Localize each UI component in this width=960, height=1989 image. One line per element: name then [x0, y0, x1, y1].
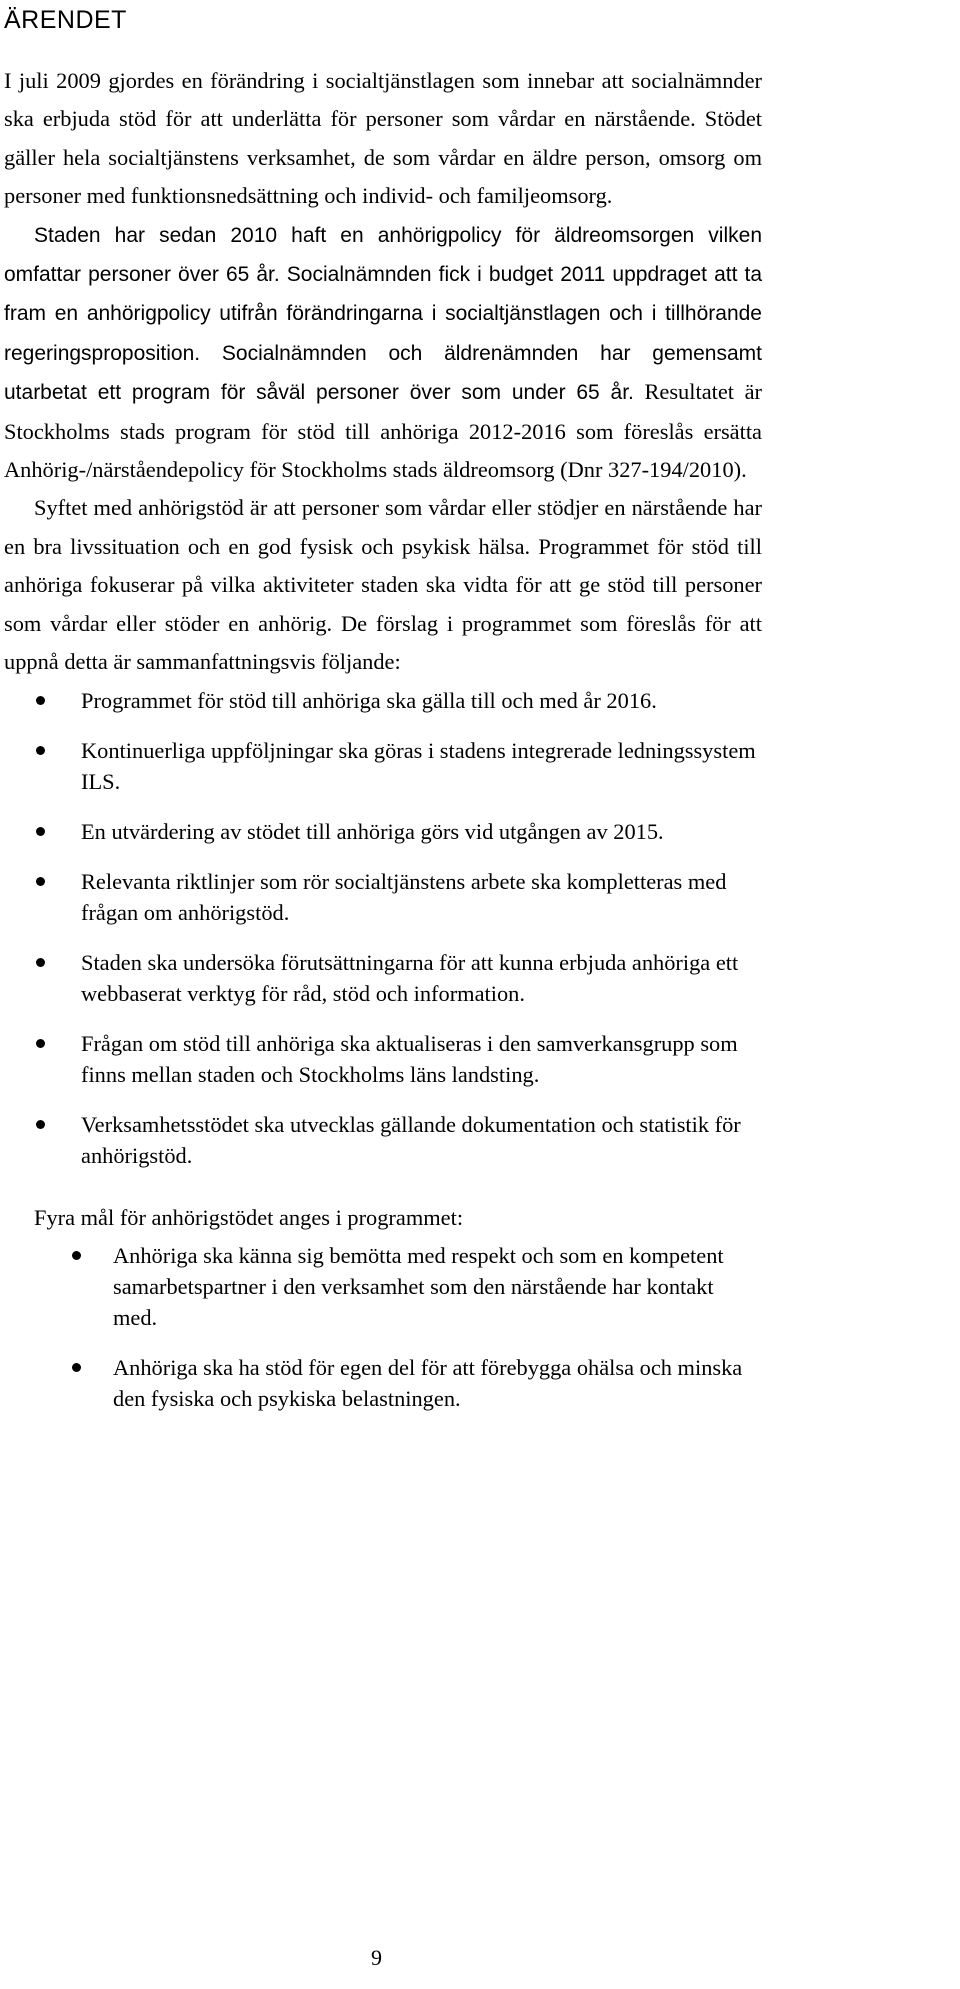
bullet-icon	[36, 746, 45, 755]
list-item-text: Relevanta riktlinjer som rör socialtjänstens arbete ska kompletteras med frågan om anhörigstöd.	[81, 868, 727, 925]
list-item-text: Staden ska undersöka förutsättningarna för att kunna erbjuda anhöriga ett webbaserat verktyg för råd, stöd och information.	[81, 949, 739, 1006]
list-item	[4, 735, 762, 797]
list-item	[4, 1028, 762, 1090]
list-item	[4, 685, 762, 716]
bullet-icon	[36, 877, 45, 886]
page-number: 9	[371, 1945, 382, 1970]
list-item-text: Kontinuerliga uppföljningar ska göras i stadens integrerade ledningssystem ILS.	[81, 737, 756, 794]
paragraph-purpose: Syftet med anhörigstöd är att personer som vårdar eller stödjer en närstående har en bra livssituation och en god fysisk och psykisk hälsa. Programmet för stöd till anhöriga fokuserar på vilka aktiviteter staden ska vidta för att ge stöd till personer som vårdar eller stöder en anhörig. De förslag i programmet som föreslås för att uppnå detta är sammanfattningsvis följande:	[4, 495, 762, 675]
list-item-text: Verksamhetsstödet ska utvecklas gällande dokumentation och statistik för anhörigstöd.	[81, 1111, 741, 1168]
bullet-icon	[36, 1120, 45, 1129]
list-item	[4, 816, 762, 847]
goals-intro: Fyra mål för anhörigstödet anges i programmet:	[34, 1204, 464, 1230]
list-item-text: En utvärdering av stödet till anhöriga görs vid utgången av 2015.	[81, 818, 664, 844]
bullet-icon	[36, 696, 45, 705]
section-heading: ÄRENDET	[4, 6, 127, 34]
bullet-icon	[36, 958, 45, 967]
bullet-icon	[36, 827, 45, 836]
list-item	[4, 1109, 762, 1171]
document-body	[4, 62, 762, 1433]
list-item	[4, 1352, 762, 1414]
list-item-text: Frågan om stöd till anhöriga ska aktualiseras i den samverkansgrupp som finns mellan staden och Stockholms läns landsting.	[81, 1030, 738, 1087]
list-item-text: Anhöriga ska känna sig bemötta med respekt och som en kompetent samarbetspartner i den verksamhet som den närstående har kontakt med.	[113, 1242, 724, 1330]
list-item-text: Anhöriga ska ha stöd för egen del för att förebygga ohälsa och minska den fysiska och psykiska belastningen.	[113, 1354, 743, 1411]
paragraph-background: I juli 2009 gjordes en förändring i socialtjänstlagen som innebar att socialnämnder ska erbjuda stöd för att underlätta för personer som vårdar en närstående. Stödet gäller hela socialtjänstens verksamhet, de som vårdar en äldre person, omsorg om personer med funktionsnedsättning och individ- och familjeomsorg.	[4, 68, 762, 209]
paragraph-policy-history-sans: Staden har sedan 2010 haft en anhörigpolicy för äldreomsorgen vilken omfattar personer över 65 år. Socialnämnden fick i budget 2011 uppdraget att ta fram en anhörigpolicy utifrån förändringarna i socialtjänstlagen och i tillhörande regeringsproposition. Socialnämnden och äldrenämnden har gemensamt utarbetat ett program för såväl personer över som under 65 år.	[4, 223, 762, 405]
list-item	[4, 947, 762, 1009]
list-item	[4, 866, 762, 928]
paragraph-policy-history-serif: Resultatet är Stockholms stads program för stöd till anhöriga 2012-2016 som föreslås ersätta Anhörig-/närståendepolicy för Stockholms stads äldreomsorg (Dnr 327-194/2010).	[4, 379, 762, 483]
bullet-icon	[72, 1251, 81, 1260]
bullet-icon	[36, 1039, 45, 1048]
goals-list	[4, 1240, 762, 1414]
list-item-text: Programmet för stöd till anhöriga ska gälla till och med år 2016.	[81, 687, 657, 713]
proposals-list	[4, 685, 762, 1171]
bullet-icon	[72, 1363, 81, 1372]
paragraph-policy-history	[4, 216, 762, 490]
list-item	[4, 1240, 762, 1333]
